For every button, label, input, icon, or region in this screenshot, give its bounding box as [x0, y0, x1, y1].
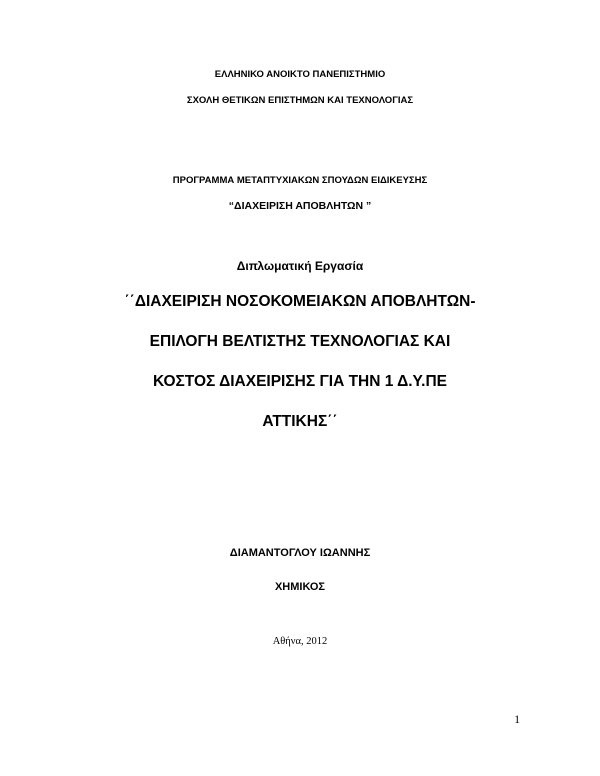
university-name: ΕΛΛΗΝΙΚΟ ΑΝΟΙΚΤΟ ΠΑΝΕΠΙΣΤΗΜΙΟ	[214, 69, 386, 80]
thesis-title-line-4: ΑΤΤΙΚΗΣ΄΄	[262, 413, 338, 430]
program-name: ΠΡΟΓΡΑΜΜΑ ΜΕΤΑΠΤΥΧΙΑΚΩΝ ΣΠΟΥΔΩΝ ΕΙΔΙΚΕΥΣΗΣ	[172, 175, 428, 186]
thesis-type: Διπλωματική Εργασία	[236, 259, 364, 273]
author-profession: ΧΗΜΙΚΟΣ	[274, 581, 326, 593]
program-specialization: “ΔΙΑΧΕΙΡΙΣΗ ΑΠΟΒΛΗΤΩΝ ”	[228, 200, 372, 212]
thesis-title-line-3: ΚΟΣΤΟΣ ΔΙΑΧΕΙΡΙΣΗΣ ΓΙΑ ΤΗΝ 1 Δ.Υ.ΠΕ	[152, 373, 448, 390]
place-date: Αθήνα, 2012	[272, 636, 328, 647]
thesis-title-line-2: ΕΠΙΛΟΓΗ ΒΕΛΤΙΣΤΗΣ ΤΕΧΝΟΛΟΓΙΑΣ ΚΑΙ	[149, 333, 451, 350]
page-number: 1	[514, 714, 520, 726]
author-name: ΔΙΑΜΑΝΤΟΓΛΟΥ ΙΩΑΝΝΗΣ	[229, 547, 371, 559]
school-name: ΣΧΟΛΗ ΘΕΤΙΚΩΝ ΕΠΙΣΤΗΜΩΝ ΚΑΙ ΤΕΧΝΟΛΟΓΙΑΣ	[186, 95, 414, 106]
thesis-title-line-1: ΄΄ΔΙΑΧΕΙΡΙΣΗ ΝΟΣΟΚΟΜΕΙΑΚΩΝ ΑΠΟΒΛΗΤΩΝ-	[124, 293, 476, 310]
